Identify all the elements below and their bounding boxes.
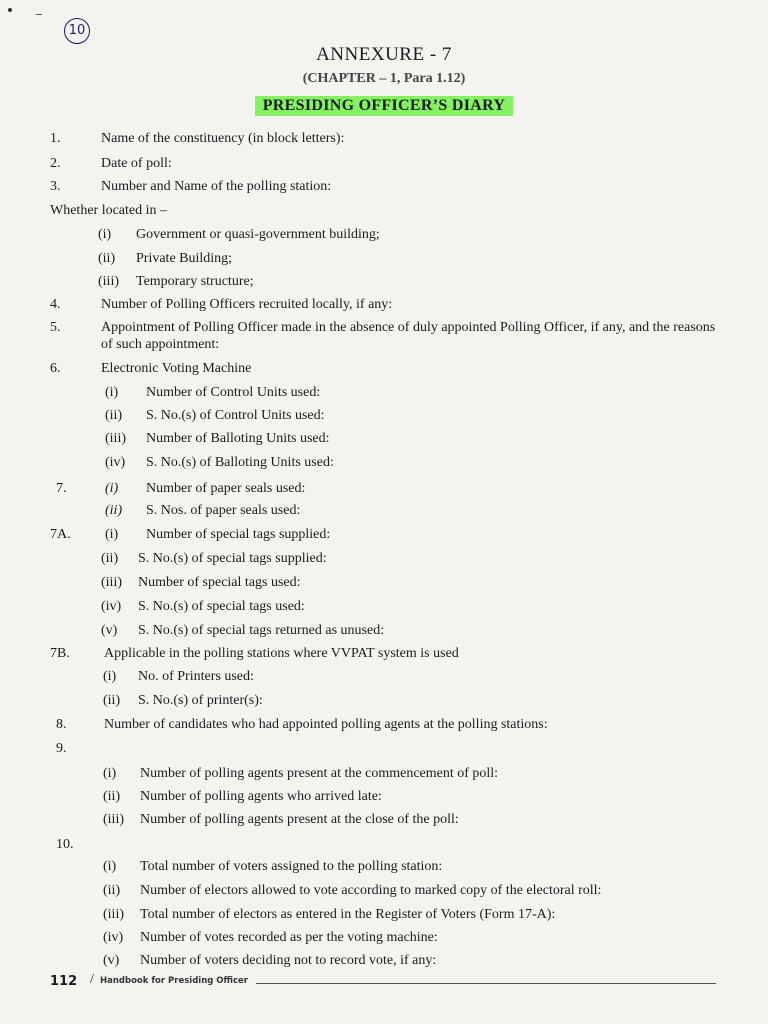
item-number: 5. bbox=[50, 320, 61, 335]
item-text: Electronic Voting Machine bbox=[101, 361, 252, 376]
sub-number: (iv) bbox=[103, 930, 124, 945]
handbook-title: Handbook for Presiding Officer bbox=[100, 976, 249, 986]
item-text: Date of poll: bbox=[101, 156, 172, 171]
item-number: 7. bbox=[56, 481, 67, 496]
sub-text: Government or quasi-government building; bbox=[136, 227, 380, 242]
sub-text: Number of Balloting Units used: bbox=[146, 431, 330, 446]
item-number: 7A. bbox=[50, 527, 71, 542]
sub-text: Number of special tags supplied: bbox=[146, 527, 331, 542]
item-text: Appointment of Polling Officer made in the absence of duly appointed Polling Officer, if any, and the reasons of such appointment: bbox=[101, 320, 716, 352]
sub-number: (i) bbox=[105, 527, 119, 542]
sub-text: S. No.(s) of special tags returned as unused: bbox=[138, 623, 385, 638]
item-text: Number of Polling Officers recruited locally, if any: bbox=[101, 297, 393, 312]
sub-number: (iv) bbox=[105, 455, 126, 470]
annexure-title: ANNEXURE - 7 bbox=[316, 44, 452, 65]
item-number: 1. bbox=[50, 131, 61, 146]
sub-text: S. Nos. of paper seals used: bbox=[146, 503, 301, 518]
sub-number: (i) bbox=[105, 481, 119, 496]
sub-text: Private Building; bbox=[136, 251, 233, 266]
item-number: 3. bbox=[50, 179, 61, 194]
sub-number: (ii) bbox=[103, 789, 121, 804]
ink-dash bbox=[36, 14, 42, 15]
located-label: Whether located in – bbox=[50, 203, 168, 218]
chapter-subtitle: (CHAPTER – 1, Para 1.12) bbox=[302, 71, 466, 86]
sub-text: S. No.(s) of Control Units used: bbox=[146, 408, 325, 423]
sub-number: (i) bbox=[105, 385, 119, 400]
sub-text: S. No.(s) of printer(s): bbox=[138, 693, 263, 708]
diary-heading: PRESIDING OFFICER’S DIARY bbox=[255, 96, 514, 116]
item-text: Applicable in the polling stations where VVPAT system is used bbox=[104, 646, 459, 661]
item-text: Number of candidates who had appointed polling agents at the polling stations: bbox=[104, 717, 548, 732]
item-number: 10. bbox=[56, 837, 74, 852]
sub-text: Number of polling agents present at the close of the poll: bbox=[140, 812, 459, 827]
item-text: Number and Name of the polling station: bbox=[101, 179, 332, 194]
sub-text: Number of votes recorded as per the voting machine: bbox=[140, 930, 438, 945]
sub-number: (ii) bbox=[101, 551, 119, 566]
sub-number: (ii) bbox=[105, 408, 123, 423]
sub-text: S. No.(s) of Balloting Units used: bbox=[146, 455, 334, 470]
sub-text: Temporary structure; bbox=[136, 274, 254, 289]
sub-text: Total number of voters assigned to the polling station: bbox=[140, 859, 443, 874]
sub-number: (ii) bbox=[103, 693, 121, 708]
page-number: 112 bbox=[50, 974, 78, 989]
footer-rule bbox=[256, 983, 716, 984]
sub-number: (v) bbox=[103, 953, 120, 968]
sub-number: (i) bbox=[103, 766, 117, 781]
sub-number: (iii) bbox=[103, 907, 124, 922]
sub-text: Number of paper seals used: bbox=[146, 481, 306, 496]
page-mark-circle: 10 bbox=[64, 18, 90, 44]
item-text: Name of the constituency (in block letters): bbox=[101, 131, 345, 146]
sub-text: No. of Printers used: bbox=[138, 669, 254, 684]
item-number: 4. bbox=[50, 297, 61, 312]
sub-text: Number of Control Units used: bbox=[146, 385, 321, 400]
item-number: 6. bbox=[50, 361, 61, 376]
sub-number: (ii) bbox=[103, 883, 121, 898]
sub-text: Number of polling agents present at the commencement of poll: bbox=[140, 766, 499, 781]
item-number: 2. bbox=[50, 156, 61, 171]
sub-number: (ii) bbox=[98, 251, 116, 266]
item-number: 8. bbox=[56, 717, 67, 732]
heading-wrapper bbox=[0, 96, 768, 116]
sub-text: Number of special tags used: bbox=[138, 575, 301, 590]
sub-text: S. No.(s) of special tags supplied: bbox=[138, 551, 327, 566]
sub-number: (ii) bbox=[105, 503, 123, 518]
item-number: 7B. bbox=[50, 646, 70, 661]
sub-number: (iii) bbox=[105, 431, 126, 446]
footer-separator: / bbox=[90, 972, 94, 987]
sub-text: Number of electors allowed to vote according to marked copy of the electoral roll: bbox=[140, 883, 602, 898]
ink-dot bbox=[8, 8, 12, 12]
sub-text: Number of voters deciding not to record vote, if any: bbox=[140, 953, 437, 968]
sub-number: (v) bbox=[101, 623, 118, 638]
sub-number: (iii) bbox=[103, 812, 124, 827]
sub-number: (iv) bbox=[101, 599, 122, 614]
sub-text: S. No.(s) of special tags used: bbox=[138, 599, 305, 614]
sub-number: (i) bbox=[103, 859, 117, 874]
item-number: 9. bbox=[56, 741, 67, 756]
sub-text: Number of polling agents who arrived late: bbox=[140, 789, 382, 804]
sub-number: (iii) bbox=[98, 274, 119, 289]
sub-number: (i) bbox=[103, 669, 117, 684]
sub-text: Total number of electors as entered in the Register of Voters (Form 17-A): bbox=[140, 907, 556, 922]
sub-number: (iii) bbox=[101, 575, 122, 590]
sub-number: (i) bbox=[98, 227, 112, 242]
